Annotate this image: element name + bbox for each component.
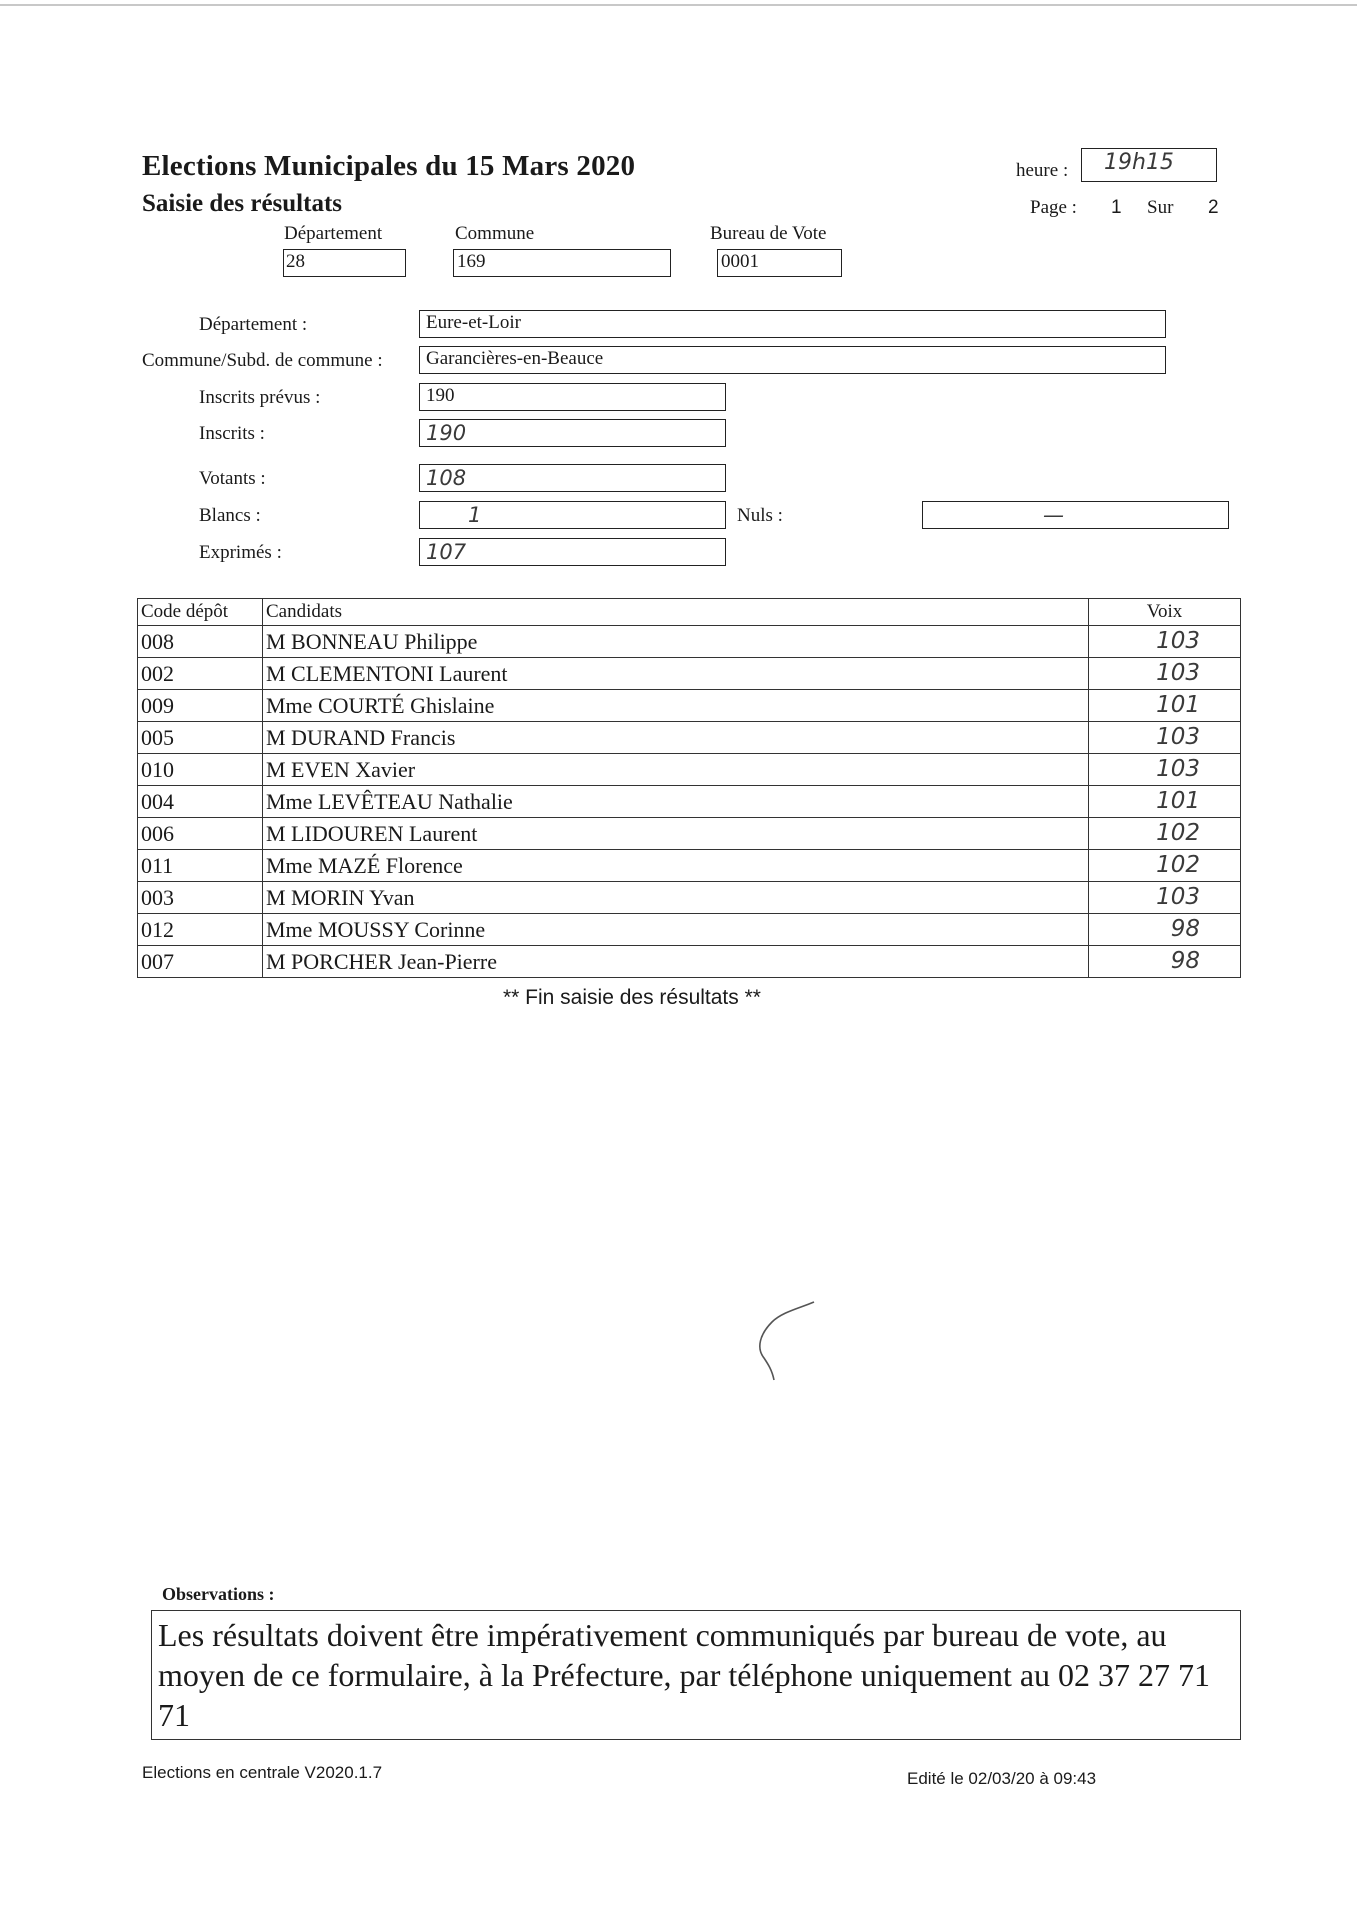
table-row [138,754,1241,786]
row-candidat: M MORIN Yvan [263,882,1089,914]
row-voix[interactable]: 98 [1089,946,1241,978]
table-row [138,850,1241,882]
departement-label: Département : [199,314,308,335]
column-header-candidats: Candidats [263,599,1089,626]
row-code: 006 [138,818,263,850]
row-code: 008 [138,626,263,658]
end-of-results-text: ** Fin saisie des résultats ** [503,986,761,1009]
inscrits-field[interactable]: 190 [419,419,726,447]
page-subtitle: Saisie des résultats [142,190,342,217]
table-row [138,786,1241,818]
blancs-label: Blancs : [199,505,261,526]
departement-code-field[interactable]: 28 [283,249,406,277]
results-table [137,598,1241,978]
row-candidat: Mme LEVÊTEAU Nathalie [263,786,1089,818]
pen-mark-icon [750,1296,820,1386]
page-total: 2 [1208,197,1219,218]
row-code: 002 [138,658,263,690]
heure-label: heure : [1016,160,1069,181]
bureau-code-field[interactable]: 0001 [717,249,842,277]
observations-box: Les résultats doivent être impérativement communiqués par bureau de vote, au moyen de ce formulaire, à la Préfecture, par téléphone uniquement au 02 37 27 71 71 [151,1610,1241,1740]
table-header-row [138,599,1241,626]
observations-label: Observations : [162,1584,275,1604]
row-code: 007 [138,946,263,978]
inscrits-prevus-field[interactable]: 190 [419,383,726,411]
row-voix[interactable]: 102 [1089,818,1241,850]
table-row [138,914,1241,946]
footer-edit-date: Edité le 02/03/20 à 09:43 [907,1769,1097,1788]
row-voix[interactable]: 101 [1089,786,1241,818]
table-row [138,626,1241,658]
scan-edge-line [0,4,1357,6]
row-code: 011 [138,850,263,882]
votants-label: Votants : [199,468,266,489]
page-sur-label: Sur [1147,197,1174,218]
row-voix[interactable]: 103 [1089,722,1241,754]
row-candidat: M BONNEAU Philippe [263,626,1089,658]
row-voix[interactable]: 98 [1089,914,1241,946]
commune-label: Commune/Subd. de commune : [142,350,383,371]
row-candidat: M LIDOUREN Laurent [263,818,1089,850]
table-row [138,722,1241,754]
row-candidat: M CLEMENTONI Laurent [263,658,1089,690]
table-row [138,882,1241,914]
row-voix[interactable]: 103 [1089,626,1241,658]
row-voix[interactable]: 103 [1089,882,1241,914]
table-row [138,818,1241,850]
exprimes-label: Exprimés : [199,542,282,563]
commune-field[interactable]: Garancières-en-Beauce [419,346,1166,374]
table-row [138,658,1241,690]
commune-code-label: Commune [455,223,535,244]
page-label: Page : [1030,197,1077,218]
nuls-label: Nuls : [737,505,783,526]
column-header-code: Code dépôt [138,599,263,626]
row-code: 003 [138,882,263,914]
table-row [138,946,1241,978]
row-candidat: M EVEN Xavier [263,754,1089,786]
inscrits-prevus-label: Inscrits prévus : [199,387,321,408]
departement-field[interactable]: Eure-et-Loir [419,310,1166,338]
row-code: 012 [138,914,263,946]
row-voix[interactable]: 101 [1089,690,1241,722]
row-candidat: Mme MAZÉ Florence [263,850,1089,882]
footer-version: Elections en centrale V2020.1.7 [142,1763,383,1782]
blancs-field[interactable]: 1 [419,501,726,529]
departement-code-label: Département [284,223,383,244]
nuls-field[interactable]: — [922,501,1229,529]
row-code: 004 [138,786,263,818]
row-voix[interactable]: 103 [1089,658,1241,690]
table-row [138,690,1241,722]
row-candidat: Mme MOUSSY Corinne [263,914,1089,946]
commune-code-field[interactable]: 169 [453,249,671,277]
row-voix[interactable]: 102 [1089,850,1241,882]
row-code: 009 [138,690,263,722]
exprimes-field[interactable]: 107 [419,538,726,566]
row-candidat: Mme COURTÉ Ghislaine [263,690,1089,722]
row-voix[interactable]: 103 [1089,754,1241,786]
inscrits-label: Inscrits : [199,423,265,444]
column-header-voix: Voix [1089,599,1241,626]
page-number: 1 [1111,197,1122,218]
row-code: 010 [138,754,263,786]
row-candidat: M PORCHER Jean-Pierre [263,946,1089,978]
bureau-code-label: Bureau de Vote [710,223,827,244]
votants-field[interactable]: 108 [419,464,726,492]
heure-field[interactable]: 19h15 [1081,148,1217,182]
row-code: 005 [138,722,263,754]
page-title: Elections Municipales du 15 Mars 2020 [142,150,636,182]
row-candidat: M DURAND Francis [263,722,1089,754]
